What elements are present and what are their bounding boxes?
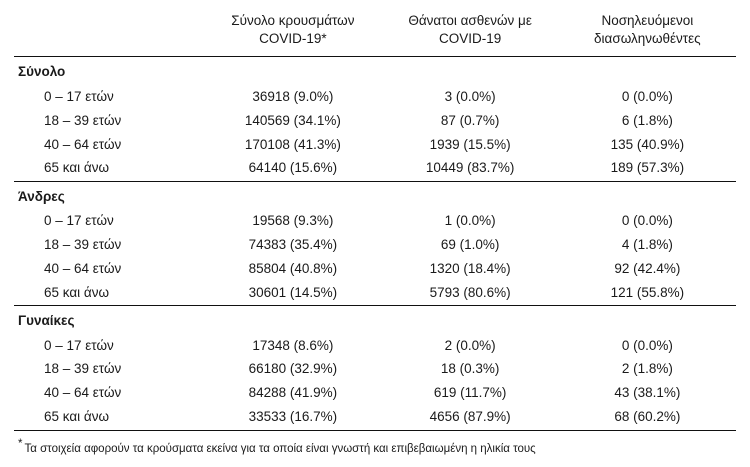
group-spacer-cell xyxy=(204,181,381,209)
row-cases: 66180 (32.9%) xyxy=(248,361,338,377)
column-header-blank xyxy=(14,10,204,57)
row-label: 18 – 39 ετών xyxy=(44,112,122,128)
column-header-intubated-line2: διασωληνωθέντες xyxy=(594,31,701,47)
group-spacer-cell xyxy=(381,306,558,334)
row-cases: 84288 (41.9%) xyxy=(248,385,338,401)
group-spacer-cell xyxy=(559,181,736,209)
row-label: 18 – 39 ετών xyxy=(44,237,122,253)
row-cases: 140569 (34.1%) xyxy=(244,112,341,128)
row-deaths: 69 (1.0%) xyxy=(440,237,500,253)
table-header xyxy=(14,10,736,57)
column-header-deaths xyxy=(381,10,558,57)
row-intubated: 135 (40.9%) xyxy=(610,136,685,152)
row-intubated: 0 (0.0%) xyxy=(621,88,673,104)
row-deaths: 1 (0.0%) xyxy=(444,213,496,229)
row-intubated: 6 (1.8%) xyxy=(621,112,673,128)
row-label: 40 – 64 ετών xyxy=(44,260,122,276)
covid-age-statistics-table xyxy=(14,10,736,431)
row-intubated: 0 (0.0%) xyxy=(621,213,673,229)
row-deaths: 5793 (80.6%) xyxy=(429,284,511,300)
column-header-deaths-line2: COVID-19 xyxy=(438,31,502,47)
table-body xyxy=(14,57,736,430)
column-header-cases-line2: COVID-19* xyxy=(259,31,327,47)
table-row xyxy=(14,133,736,157)
group-header-row xyxy=(14,57,736,85)
table-row xyxy=(14,406,736,430)
group-spacer-cell xyxy=(559,57,736,85)
footnote-text: Τα στοιχεία αφορούν τα κρούσματα εκείνα για τα οποία είναι γνωστή και επιβεβαιωμένη η ηλικία τους xyxy=(24,442,536,455)
row-deaths: 10449 (83.7%) xyxy=(425,160,515,176)
row-intubated: 92 (42.4%) xyxy=(614,260,681,276)
row-intubated: 43 (38.1%) xyxy=(614,385,681,401)
group-title: Σύνολο xyxy=(14,57,204,85)
row-cases: 170108 (41.3%) xyxy=(244,136,341,152)
group-header-row xyxy=(14,306,736,334)
row-intubated: 0 (0.0%) xyxy=(621,337,673,353)
table-row xyxy=(14,157,736,181)
group-spacer-cell xyxy=(204,57,381,85)
row-intubated: 4 (1.8%) xyxy=(621,237,673,253)
row-intubated: 68 (60.2%) xyxy=(559,406,736,430)
row-deaths: 619 (11.7%) xyxy=(433,385,507,401)
table-row xyxy=(14,109,736,133)
row-cases: 19568 (9.3%) xyxy=(252,213,334,229)
row-label: 40 – 64 ετών xyxy=(44,385,122,401)
group-title: Άνδρες xyxy=(14,181,204,209)
row-cases: 36918 (9.0%) xyxy=(252,88,334,104)
table-row xyxy=(14,334,736,358)
table-row xyxy=(14,257,736,281)
row-cases: 64140 (15.6%) xyxy=(248,160,338,176)
row-label: 65 και άνω xyxy=(14,406,204,430)
row-label: 0 – 17 ετών xyxy=(44,88,114,104)
table-footnote xyxy=(14,437,736,457)
group-spacer-cell xyxy=(559,306,736,334)
row-label: 0 – 17 ετών xyxy=(44,337,114,353)
footnote-marker: * xyxy=(18,437,23,450)
group-header-row xyxy=(14,181,736,209)
row-label: 0 – 17 ετών xyxy=(44,213,114,229)
row-cases: 30601 (14.5%) xyxy=(248,284,338,300)
row-intubated: 2 (1.8%) xyxy=(621,361,673,377)
group-spacer-cell xyxy=(204,306,381,334)
row-label: 65 και άνω xyxy=(44,284,110,300)
column-header-cases xyxy=(204,10,381,57)
group-title: Γυναίκες xyxy=(14,306,204,334)
row-deaths: 3 (0.0%) xyxy=(444,88,496,104)
column-header-intubated xyxy=(559,10,736,57)
table-row xyxy=(14,358,736,382)
row-cases: 33533 (16.7%) xyxy=(204,406,381,430)
row-label: 65 και άνω xyxy=(44,160,110,176)
row-label: 18 – 39 ετών xyxy=(44,361,122,377)
row-deaths: 1939 (15.5%) xyxy=(429,136,511,152)
row-deaths: 2 (0.0%) xyxy=(444,337,496,353)
row-intubated: 189 (57.3%) xyxy=(610,160,685,176)
row-cases: 74383 (35.4%) xyxy=(248,237,338,253)
row-label: 40 – 64 ετών xyxy=(44,136,122,152)
table-row xyxy=(14,281,736,305)
row-cases: 17348 (8.6%) xyxy=(252,337,334,353)
table-row xyxy=(14,85,736,109)
group-spacer-cell xyxy=(381,57,558,85)
row-deaths: 1320 (18.4%) xyxy=(429,260,511,276)
row-deaths: 4656 (87.9%) xyxy=(381,406,558,430)
column-header-cases-line1: Σύνολο κρουσμάτων xyxy=(231,13,355,28)
table-row xyxy=(14,382,736,406)
row-deaths: 87 (0.7%) xyxy=(440,112,500,128)
table-row xyxy=(14,234,736,258)
row-intubated: 121 (55.8%) xyxy=(610,284,685,300)
table-row xyxy=(14,210,736,234)
group-spacer-cell xyxy=(381,181,558,209)
column-header-deaths-line1: Θάνατοι ασθενών με xyxy=(408,13,532,28)
column-header-intubated-line1: Νοσηλευόμενοι xyxy=(601,13,694,28)
row-cases: 85804 (40.8%) xyxy=(248,260,338,276)
row-deaths: 18 (0.3%) xyxy=(440,361,500,377)
header-row xyxy=(14,10,736,57)
